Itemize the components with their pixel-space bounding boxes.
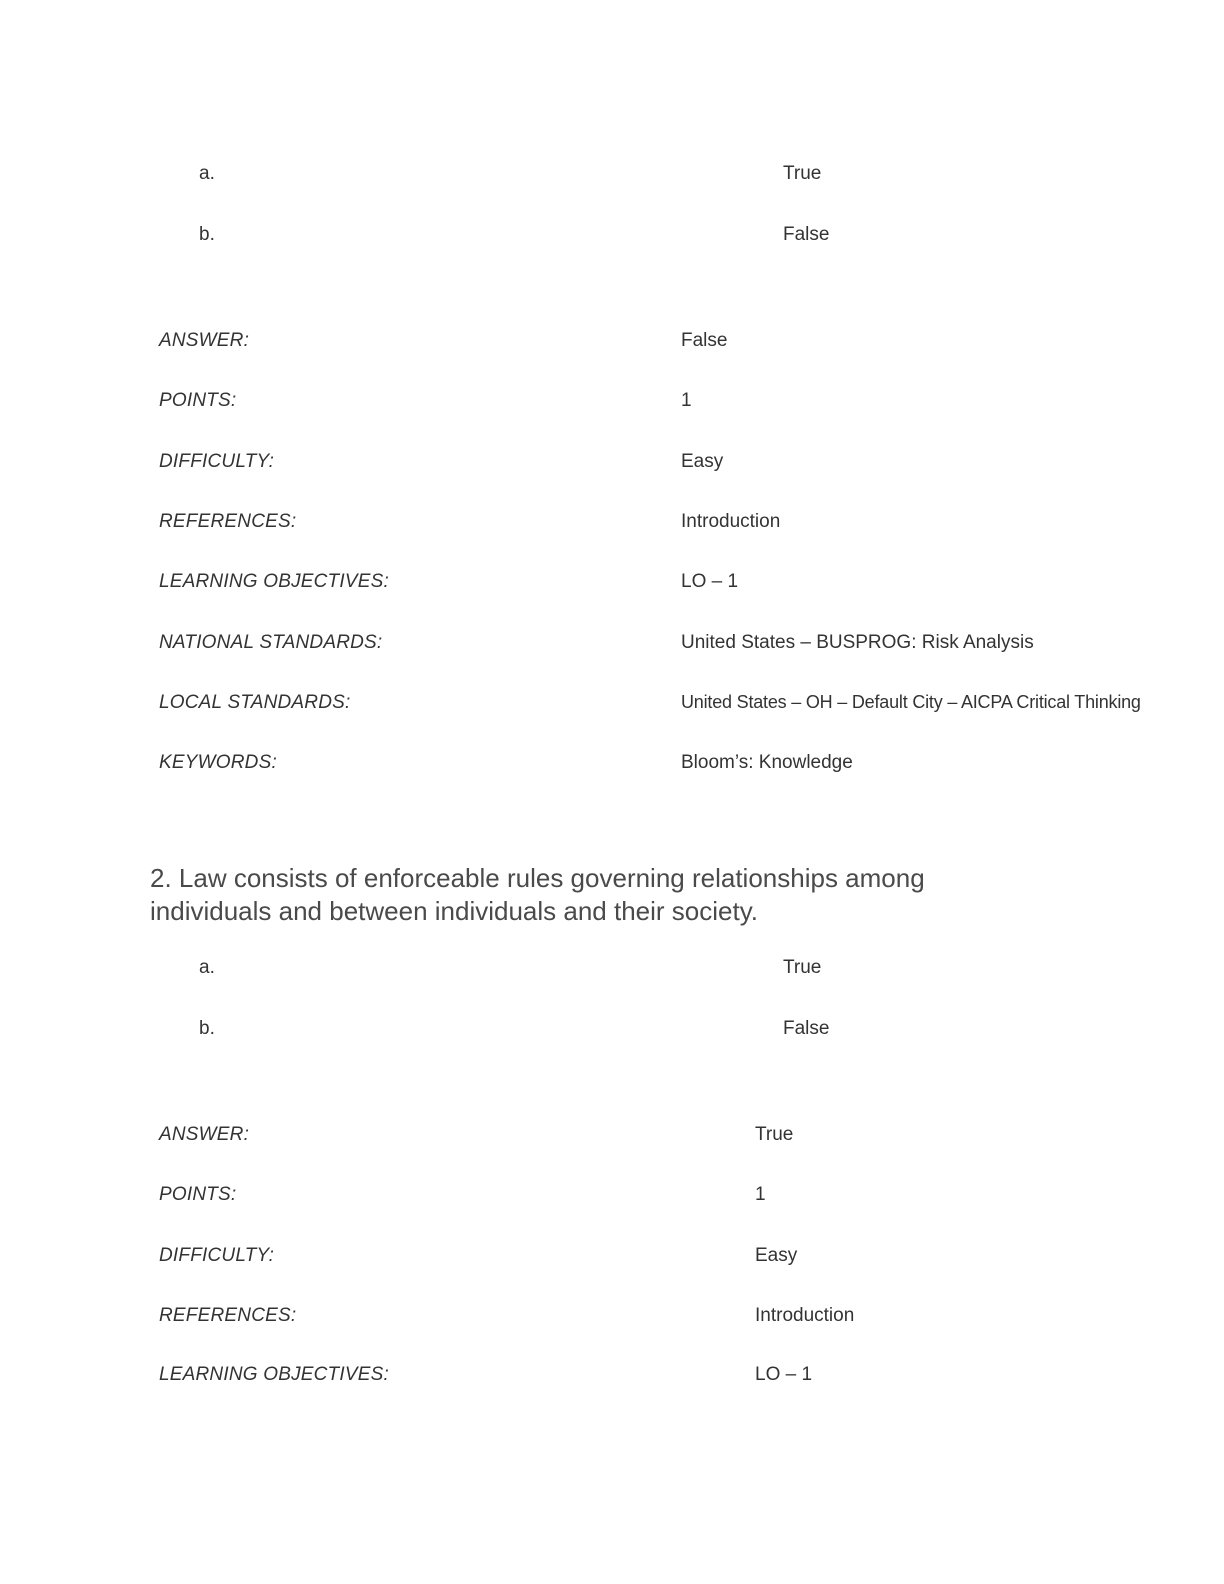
meta-label: LEARNING OBJECTIVES: (159, 1364, 389, 1385)
meta-label: KEYWORDS: (159, 752, 277, 773)
meta-value: United States – OH – Default City – AICPA Critical Thinking (681, 692, 1141, 712)
option-letter: a. (199, 163, 215, 184)
meta-label: REFERENCES: (159, 1305, 297, 1326)
meta-value: Bloom’s: Knowledge (681, 752, 853, 773)
option-letter: b. (199, 224, 215, 245)
meta-label: POINTS: (159, 1184, 237, 1205)
meta-value: True (755, 1124, 794, 1145)
meta-value: 1 (755, 1184, 766, 1205)
question-text: 2. Law consists of enforceable rules governing relationships among individuals and between individuals and their society. (150, 863, 925, 926)
meta-label: LOCAL STANDARDS: (159, 692, 351, 713)
meta-value: Easy (681, 451, 724, 472)
meta-label: REFERENCES: (159, 511, 297, 532)
meta-value: United States – BUSPROG: Risk Analysis (681, 632, 1034, 653)
meta-label: ANSWER: (159, 1124, 250, 1145)
meta-value: 1 (681, 390, 692, 411)
meta-label: NATIONAL STANDARDS: (159, 632, 383, 653)
option-text: True (783, 957, 822, 978)
option-letter: a. (199, 957, 215, 978)
meta-label: ANSWER: (159, 330, 250, 351)
meta-value: LO – 1 (755, 1364, 813, 1385)
option-letter: b. (199, 1018, 215, 1039)
option-text: False (783, 1018, 830, 1039)
meta-value: Easy (755, 1245, 798, 1266)
meta-label: LEARNING OBJECTIVES: (159, 571, 389, 592)
meta-value: False (681, 330, 728, 351)
meta-value: Introduction (755, 1305, 855, 1326)
meta-value: LO – 1 (681, 571, 739, 592)
option-text: False (783, 224, 830, 245)
option-text: True (783, 163, 822, 184)
meta-label: DIFFICULTY: (159, 1245, 275, 1266)
meta-label: POINTS: (159, 390, 237, 411)
meta-label: DIFFICULTY: (159, 451, 275, 472)
meta-value: Introduction (681, 511, 781, 532)
